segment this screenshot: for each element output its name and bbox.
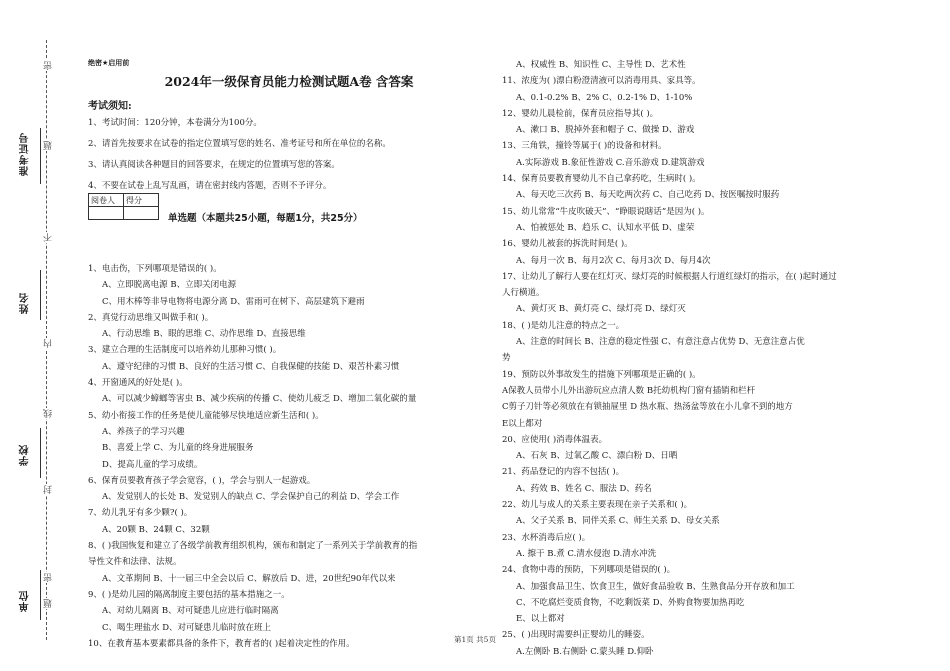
- question-line: A、行动思维 B、眼的思维 C、动作思维 D、直接思维: [102, 329, 306, 340]
- question-line: 19、预防以外事故发生的措施下列哪项是正确的( )。: [502, 369, 701, 380]
- grader-cell: 阅卷人: [89, 194, 124, 207]
- seal-mark: 内: [44, 339, 54, 348]
- unit-blank: [40, 570, 41, 620]
- grader-table: [88, 193, 159, 220]
- section-title: 单选题（本题共25小题，每题1分，共25分）: [168, 213, 363, 224]
- question-line: 6、保育员要教育孩子学会宽容，( )，学会与别人一起游戏。: [88, 475, 316, 486]
- question-line: A. 擦干 B.煮 C.清水侵泡 D.清水冲洗: [516, 548, 657, 559]
- seal-mark: 题: [44, 599, 54, 608]
- question-line: A、遵守纪律的习惯 B、良好的生活习惯 C、自我保健的技能 D、艰苦朴素习惯: [102, 361, 400, 372]
- right-question-column: [502, 57, 906, 660]
- seal-mark: 密: [44, 573, 54, 582]
- name-label: 姓名: [20, 292, 31, 314]
- question-line: A、权威性 B、知识性 C、主导性 D、艺术性: [516, 60, 686, 70]
- question-line: 4、开窗通风的好处是( )。: [88, 378, 188, 389]
- notice-list: [88, 113, 490, 197]
- question-line: 3、建立合理的生活制度可以培养幼儿那种习惯( )。: [88, 345, 282, 356]
- question-line: 5、幼小衔接工作的任务是使儿童能够尽快地适应新生活和( )。: [88, 410, 324, 421]
- question-line: A、加强食品卫生、饮食卫生，做好食品验收 B、生熟食品分开存放和加工: [516, 581, 795, 592]
- question-line: 人行横道。: [502, 288, 545, 299]
- notice-item: 4、不要在试卷上乱写乱画，请在密封线内答题，否则不予评分。: [88, 181, 332, 191]
- question-line: 11、浓度为( )漂白粉澄清液可以消毒用具、家具等。: [502, 76, 701, 87]
- question-line: C、用木棒等非导电物将电源分离 D、雷雨可在树下、高层建筑下避雨: [102, 296, 365, 307]
- question-line: 9、( )是幼儿园的隔离制度主要包括的基本措施之一。: [88, 589, 290, 600]
- question-line: 14、保育员要教育婴幼儿不自己拿药吃，生病时( )。: [502, 174, 701, 185]
- question-line: 21、药品登记的内容不包括( )。: [502, 467, 625, 478]
- school-label: 学校: [20, 444, 31, 466]
- question-line: 势: [502, 353, 511, 364]
- seal-mark: 封: [44, 485, 54, 494]
- question-line: A、每月一次 B、每月2次 C、每月3次 D、每月4次: [516, 255, 711, 266]
- notice-heading: 考试须知:: [88, 101, 132, 112]
- notice-item: 1、考试时间：120分钟，本卷满分为100分。: [88, 118, 262, 128]
- confidential-mark: 绝密★启用前: [88, 59, 130, 67]
- question-line: A、0.1-0.2% B、2% C、0.2-1% D、1-10%: [516, 92, 693, 103]
- question-line: C、喝生理盐水 D、对可疑患儿临时放在班上: [102, 622, 272, 633]
- question-line: B、喜爱上学 C、为儿童的终身进展服务: [102, 443, 254, 454]
- left-question-column: [88, 261, 490, 652]
- notice-item: 2、请首先按要求在试卷的指定位置填写您的姓名、准考证号和所在单位的名称。: [88, 139, 391, 149]
- question-line: A、20颗 B、24颗 C、32颗: [102, 524, 210, 535]
- notice-item: 3、请认真阅读各种题目的回答要求，在规定的位置填写您的答案。: [88, 160, 340, 170]
- question-line: D、提高儿童的学习成绩。: [102, 459, 203, 470]
- question-line: A、可以减少蟑螂等害虫 B、减少疾病的传播 C、使幼儿疲乏 D、增加二氧化碳的量: [102, 394, 417, 405]
- page-footer: 第1页 共5页: [454, 635, 496, 644]
- school-blank: [40, 428, 41, 478]
- question-line: 24、食物中毒的预防，下列哪项是错误的( )。: [502, 565, 676, 576]
- question-line: A.左侧卧 B.右侧卧 C.蒙头睡 D.仰卧: [516, 646, 654, 657]
- question-line: 22、幼儿与成人的关系主要表现在亲子关系和( )。: [502, 500, 693, 511]
- question-line: 10、在教育基本要素都具备的条件下，教育者的( )起着决定性的作用。: [88, 638, 355, 649]
- unit-label: 单位: [20, 590, 31, 612]
- score-cell: 得分: [124, 194, 159, 207]
- question-line: A、怕被惩处 B、趋乐 C、认知水平低 D、虚荣: [516, 222, 695, 233]
- question-line: A、养孩子的学习兴趣: [102, 426, 185, 437]
- question-line: 12、婴幼儿晨检前，保育员应指导其( )。: [502, 108, 659, 119]
- question-line: 13、三角铁，撞铃等属于( )的设备和材料。: [502, 141, 667, 152]
- question-line: 8、( )我国恢复和建立了各级学前教育组织机构，颁布和制定了一系列关于学前教育的指: [88, 541, 418, 552]
- question-line: A、父子关系 B、同伴关系 C、师生关系 D、母女关系: [516, 516, 720, 527]
- question-line: A、注意的时间长 B、注意的稳定性强 C、有意注意占优势 D、无意注意占优: [516, 337, 805, 348]
- question-line: 20、应使用( )消毒体温表。: [502, 434, 608, 445]
- seal-mark: 密: [44, 61, 54, 70]
- seat-number-label: 准考证号: [20, 132, 31, 176]
- seal-mark: 线: [44, 409, 54, 418]
- question-line: 18、( )是幼儿注意的特点之一。: [502, 320, 625, 331]
- question-line: C剪子刀针等必须放在有锁抽屉里 D 热水瓶、热汤盆等放在小儿拿不到的地方: [502, 402, 793, 413]
- question-line: E、以上都对: [516, 614, 565, 625]
- question-line: A、每天吃三次药 B、每天吃两次药 C、自己吃药 D、按医嘱按时服药: [516, 190, 780, 201]
- question-line: A、对幼儿隔离 B、对可疑患儿应进行临时隔离: [102, 606, 279, 617]
- question-line: A、发觉别人的长处 B、发觉别人的缺点 C、学会保护自己的利益 D、学会工作: [102, 492, 400, 503]
- question-line: 17、让幼儿了解行人要在红灯灭、绿灯亮的时候根据人行道红绿灯的指示，在( )起时通过: [502, 271, 837, 282]
- question-line: A、药效 B、姓名 C、服法 D、药名: [516, 483, 652, 494]
- seal-mark: 不: [44, 233, 54, 242]
- question-line: C、不吃腐烂变质食物，不吃剩饭菜 D、外购食物要加热再吃: [516, 597, 745, 608]
- question-line: E以上都对: [502, 418, 543, 429]
- question-line: 导性文件和法律、法规。: [88, 557, 182, 568]
- question-line: 16、婴幼儿被套的拆洗时间是( )。: [502, 239, 633, 250]
- question-line: A、漱口 B、脱掉外套和帽子 C、做操 D、游戏: [516, 125, 695, 136]
- question-line: 1、电击伤，下列哪项是错误的( )。: [88, 264, 222, 274]
- seal-mark: 题: [44, 141, 54, 150]
- question-line: 7、幼儿乳牙有多少颗?( )。: [88, 508, 193, 519]
- question-line: A、文革期间 B、十一届三中全会以后 C、解放后 D、进，20世纪90年代以来: [102, 573, 396, 584]
- exam-title: 2024年一级保育员能力检测试题A卷 含答案: [164, 74, 414, 89]
- grader-blank: [89, 207, 124, 220]
- score-blank: [124, 207, 159, 220]
- question-line: 25、( )出现时需要纠正婴幼儿的睡姿。: [502, 630, 650, 641]
- question-line: 23、水杯消毒后应( )。: [502, 532, 591, 543]
- question-line: 15、幼儿常常“牛皮吹破天”、“睁眼说瞎话”是因为( )。: [502, 206, 710, 217]
- question-line: A、立即脱离电源 B、立即关闭电源: [102, 280, 237, 291]
- question-line: A.实际游戏 B.象征性游戏 C.音乐游戏 D.建筑游戏: [516, 157, 705, 168]
- name-blank: [40, 270, 41, 320]
- question-line: A保教人员带小儿外出游玩应点清人数 B托幼机构门窗有插销和栏杆: [502, 385, 756, 396]
- question-line: 2、真觉行动思维又叫做手和( )。: [88, 312, 214, 323]
- seat-number-blank: [40, 128, 41, 184]
- question-line: A、黄灯灭 B、黄灯亮 C、绿灯亮 D、绿灯灭: [516, 304, 686, 315]
- question-line: A、石灰 B、过氧乙酸 C、漂白粉 D、日晒: [516, 451, 678, 462]
